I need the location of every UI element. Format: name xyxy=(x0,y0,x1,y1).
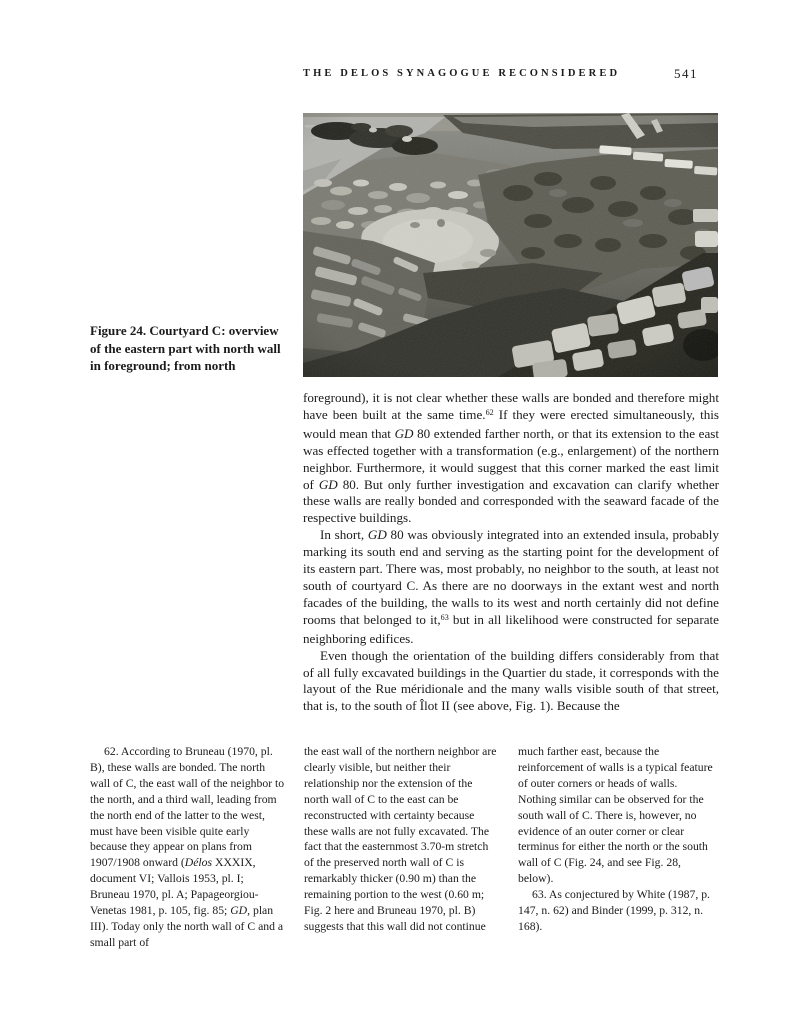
paragraph: Even though the orientation of the building differs considerably from that of all fully excavated buildings in the Quartier du stade, it corresponds with the layout of the Rue méridionale and the many walls visible south of that street, that is, to the south of Îlot II (see above, Fig. 1). Because the xyxy=(303,647,719,714)
footnote-column-3 xyxy=(518,744,718,951)
paragraph: foreground), it is not clear whether these walls are bonded and therefore might have been built at the same time.$^{62}$ If they were erected simultaneously, this would mean that GD 80 extended farther north, or that its extension to the east was effected together with a transformation (e.g., enlargement) of the northern neighbor. Furthermore, it would suggest that this corner marked the east limit of GD 80. But only further investigation and excavation can clarify whether these walls are really bonded and corresponded with the seaward facade of the respective buildings. xyxy=(303,390,720,526)
footnote-column-1 xyxy=(90,744,286,951)
archaeological-site-photo xyxy=(303,113,718,377)
footnote-62: 62. According to Bruneau (1970, pl. B), these walls are bonded. The north wall of C, the east wall of the neighbor to the north, and a third wall, leading from the north end of the latter to the west, must have been visible quite early because they appear on plans from 1907/1908 onward (Délos XXXIX, document VI; Vallois 1953, pl. I; Bruneau 1970, pl. A; Papageorgiou-Venetas 1981, p. 105, fig. 85; GD, plan III). Today only the north wall of C and a small part of xyxy=(90,745,285,949)
footnote-62-continued: much farther east, because the reinforcement of walls is a typical feature of outer corners or heads of walls. Nothing similar can be observed for the south wall of C. There is, however, no evidence of an outer corner or clear terminus for either the north or the south wall of C (Fig. 24, and see Fig. 28, below). xyxy=(518,745,713,886)
footnote-63: 63. As conjectured by White (1987, p. 147, n. 62) and Binder (1999, p. 312, n. 168). xyxy=(518,888,710,933)
footnote-62-continued: the east wall of the northern neighbor are clearly visible, but neither their relationship nor the extension of the north wall of C to the east can be reconstructed with certainty because these walls are not fully excavated. The fact that the easternmost 3.70-m stretch of the preserved north wall of C is remarkably thicker (0.90 m) than the remaining portion to the west (0.60 m; Fig. 2 here and Bruneau 1970, pl. B) suggests that this wall did not continue xyxy=(304,745,497,933)
footnotes xyxy=(90,744,718,951)
page-number: 541 xyxy=(674,66,698,81)
paragraph: In short, GD 80 was obviously integrated into an extended insula, probably marking its south end and serving as the starting point for the development of its eastern part. There was, most probably, no neighbor to the south, at least not south of courtyard C. As there are no doorways in the extant west and north facades of the building, the walls to its west and north certainly did not define rooms that belonged to it,$^{63}$ but in all likelihood were constructed for separate neighboring edifices. xyxy=(303,527,719,646)
figure-24-photo xyxy=(303,113,718,377)
figure-24-caption: Figure 24. Courtyard C: overview of the eastern part with north wall in foreground; from north xyxy=(90,323,281,373)
running-head-title: THE DELOS SYNAGOGUE RECONSIDERED xyxy=(303,68,621,79)
running-head xyxy=(303,66,718,82)
footnote-column-2 xyxy=(304,744,500,951)
body-text xyxy=(303,390,719,715)
